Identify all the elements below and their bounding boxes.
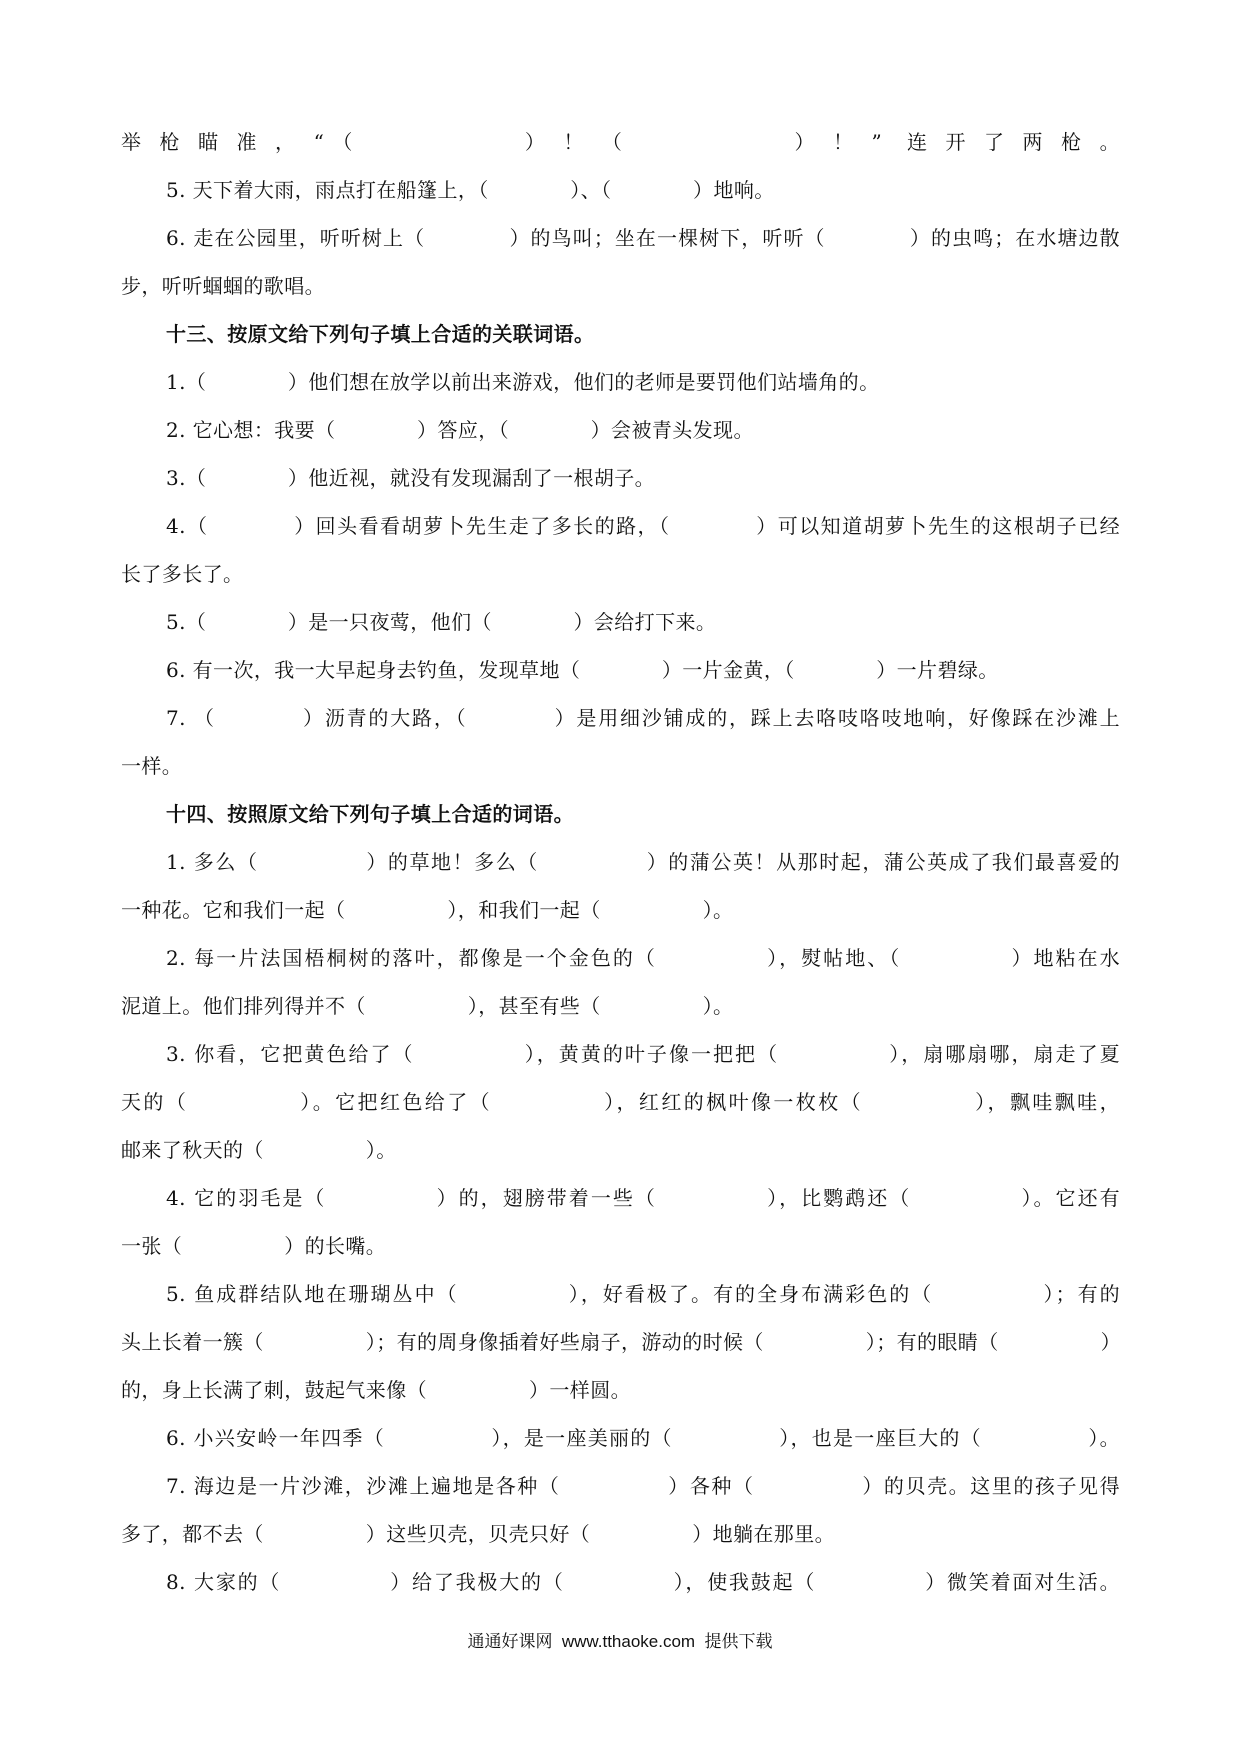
- question-line: 4.（ ）回头看看胡萝卜先生走了多长的路，（ ）可以知道胡萝卜先生的这根胡子已经: [166, 514, 1120, 538]
- text-line: 的，身上长满了刺，鼓起气来像（ ）一样圆。: [121, 1378, 631, 1402]
- text-line: 长了多长了。: [121, 562, 244, 586]
- question-line: 5. 鱼成群结队地在珊瑚丛中（ ），好看极了。有的全身布满彩色的（ ）；有的: [166, 1282, 1120, 1306]
- text-line: 一样。: [121, 754, 183, 778]
- text-line: 邮来了秋天的（ ）。: [121, 1138, 397, 1162]
- question-line: 2. 它心想：我要（ ）答应，（ ）会被青头发现。: [166, 418, 754, 442]
- question-line: 5.（ ）是一只夜莺，他们（ ）会给打下来。: [166, 610, 717, 634]
- question-line: 6. 有一次，我一大早起身去钓鱼，发现草地（ ）一片金黄，（ ）一片碧绿。: [166, 658, 999, 682]
- text-line: 头上长着一簇（ ）；有的周身像插着好些扇子，游动的时候（ ）；有的眼睛（ ）: [121, 1330, 1121, 1354]
- footer-site-name: 通通好课网: [467, 1632, 553, 1652]
- question-line: 3.（ ）他近视，就没有发现漏刮了一根胡子。: [166, 466, 656, 490]
- text-line: 步，听听蝈蝈的歌唱。: [121, 274, 325, 298]
- text-line: 一张（ ）的长嘴。: [121, 1234, 387, 1258]
- text-line: 一种花。它和我们一起（ ），和我们一起（ ）。: [121, 898, 734, 922]
- text-line: 天的（ ）。它把红色给了（ ），红红的枫叶像一枚枚（ ），飘哇飘哇，: [121, 1090, 1120, 1114]
- question-line: 5. 天下着大雨，雨点打在船篷上，（ ）、（ ）地响。: [166, 178, 775, 202]
- question-line: 6. 小兴安岭一年四季（ ），是一座美丽的（ ），也是一座巨大的（ ）。: [166, 1426, 1120, 1450]
- question-line: 8. 大家的（ ）给了我极大的（ ），使我鼓起（ ）微笑着面对生活。: [166, 1570, 1120, 1594]
- page-footer: [0, 1633, 1240, 1651]
- section-heading: 十三、按原文给下列句子填上合适的关联词语。: [166, 322, 595, 346]
- footer-url-link[interactable]: www.tthaoke.com: [561, 1632, 696, 1651]
- footer-note: 提供下载: [704, 1632, 773, 1652]
- section-heading: 十四、按照原文给下列句子填上合适的词语。: [166, 802, 574, 826]
- question-line: 1. 多么（ ）的草地！多么（ ）的蒲公英！从那时起，蒲公英成了我们最喜爱的: [166, 850, 1120, 874]
- text-line: 多了，都不去（ ）这些贝壳，贝壳只好（ ）地躺在那里。: [121, 1522, 835, 1546]
- question-line: 6. 走在公园里，听听树上（ ）的鸟叫；坐在一棵树下，听听（ ）的虫鸣；在水塘边散: [166, 226, 1120, 250]
- question-line: 7. 海边是一片沙滩，沙滩上遍地是各种（ ）各种（ ）的贝壳。这里的孩子见得: [166, 1474, 1120, 1498]
- question-line: 7. （ ）沥青的大路，（ ）是用细沙铺成的，踩上去咯吱咯吱地响，好像踩在沙滩上: [166, 706, 1120, 730]
- text-line: 举枪瞄准，“（ ）！（ ）！” 连开了两枪。: [121, 130, 1120, 154]
- question-line: 1.（ ）他们想在放学以前出来游戏，他们的老师是要罚他们站墙角的。: [166, 370, 880, 394]
- question-line: 3. 你看，它把黄色给了（ ），黄黄的叶子像一把把（ ），扇哪扇哪，扇走了夏: [166, 1042, 1120, 1066]
- question-line: 2. 每一片法国梧桐树的落叶，都像是一个金色的（ ），熨帖地、（ ）地粘在水: [166, 946, 1120, 970]
- text-line: 泥道上。他们排列得并不（ ），甚至有些（ ）。: [121, 994, 734, 1018]
- question-line: 4. 它的羽毛是（ ）的，翅膀带着一些（ ），比鹦鹉还（ ）。它还有: [166, 1186, 1120, 1210]
